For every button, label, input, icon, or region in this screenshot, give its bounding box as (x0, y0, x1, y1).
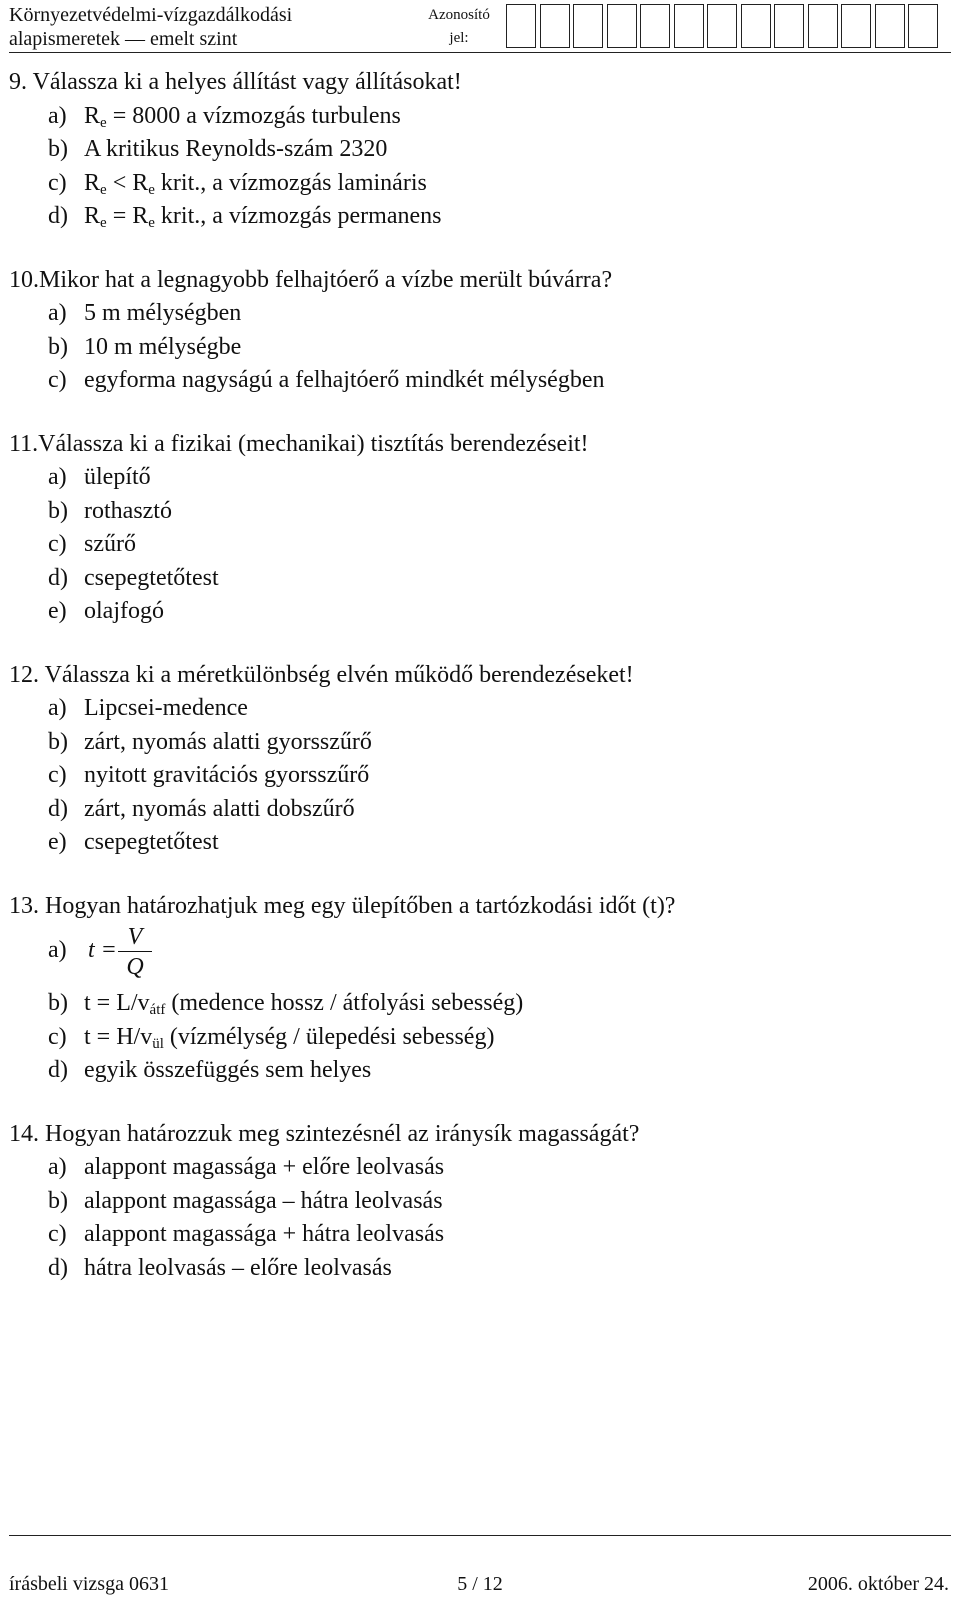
fraction-numerator: V (127, 924, 143, 950)
header-subtitle: alapismeretek — emelt szint (9, 28, 238, 50)
option-c[interactable]: c) $R_e < R_e$ krit., a vízmozgás lamináris (48, 169, 427, 198)
id-box[interactable] (808, 4, 838, 48)
option-d[interactable]: d) csepegtetőtest (48, 564, 219, 591)
id-box[interactable] (540, 4, 570, 48)
id-label (419, 4, 499, 50)
option-b[interactable]: b) 10 m mélységbe (48, 333, 242, 360)
question-title: 14. Hogyan határozzuk meg szintezésnél az iránysík magasságát? (9, 1120, 640, 1147)
option-c[interactable]: c) alappont magassága + hátra leolvasás (48, 1221, 445, 1247)
footer-page-number: 5 / 12 (457, 1573, 503, 1595)
question-11 (9, 428, 949, 629)
id-box[interactable] (841, 4, 871, 48)
id-label-line1: Azonosító (428, 7, 490, 23)
fraction-denominator: Q (126, 954, 144, 980)
question-title: 13. Hogyan határozhatjuk meg egy ülepítőben a tartózkodási időt (t)? (9, 892, 676, 919)
option-b[interactable]: b) A kritikus Reynolds-szám 2320 (48, 136, 388, 162)
exam-questions (9, 66, 949, 1315)
question-14 (9, 1118, 949, 1286)
id-box[interactable] (506, 4, 536, 48)
id-box[interactable] (640, 4, 670, 48)
id-box[interactable] (774, 4, 804, 48)
question-13 (9, 890, 949, 1088)
question-10 (9, 264, 949, 398)
option-c[interactable]: c) szűrő (48, 531, 136, 557)
question-title: 11.Válassza ki a fizikai (mechanikai) tisztítás berendezéseit! (9, 430, 589, 457)
id-box[interactable] (607, 4, 637, 48)
id-box[interactable] (908, 4, 938, 48)
question-title: 9. Válassza ki a helyes állítást vagy állításokat! (9, 69, 462, 95)
header-divider (9, 52, 951, 53)
option-c[interactable]: c) $t = H/v_{ül}$ (vízmélység / ülepedési sebesség) (48, 1023, 495, 1052)
id-box[interactable] (707, 4, 737, 48)
formula-lhs: t = (88, 937, 117, 963)
id-label-line2: jel: (449, 30, 469, 46)
page-footer (9, 1535, 949, 1595)
footer-exam-code: írásbeli vizsga 0631 (9, 1573, 169, 1595)
header-title: Környezetvédelmi-vízgazdálkodási (9, 4, 293, 26)
option-e[interactable]: e) csepegtetőtest (48, 829, 219, 855)
option-d[interactable]: d) egyik összefüggés sem helyes (48, 1057, 372, 1083)
option-b[interactable]: b) rothasztó (48, 497, 172, 524)
id-code-boxes (506, 4, 942, 48)
option-d[interactable]: d) zárt, nyomás alatti dobszűrő (48, 795, 355, 822)
footer-divider (9, 1535, 951, 1536)
option-b[interactable]: b) zárt, nyomás alatti gyorsszűrő (48, 728, 372, 755)
option-a[interactable]: a) Lipcsei-medence (48, 695, 248, 721)
option-c[interactable]: c) nyitott gravitációs gyorsszűrő (48, 762, 370, 788)
id-box[interactable] (573, 4, 603, 48)
option-c[interactable]: c) egyforma nagyságú a felhajtóerő mindkét mélységben (48, 367, 605, 393)
option-a[interactable]: a) ülepítő (48, 464, 151, 490)
option-a[interactable]: a) t = V Q (9, 923, 949, 987)
page-header (9, 0, 959, 52)
option-e[interactable]: e) olajfogó (48, 598, 164, 624)
option-a[interactable]: a) 5 m mélységben (48, 300, 242, 326)
option-b[interactable]: b) alappont magassága – hátra leolvasás (48, 1187, 443, 1214)
option-a[interactable]: a) $R_e = 8000$ a vízmozgás turbulens (48, 102, 401, 131)
question-12 (9, 659, 949, 860)
id-box[interactable] (741, 4, 771, 48)
footer-date: 2006. október 24. (807, 1573, 949, 1595)
option-d[interactable]: d) $R_e = R_e$ krit., a vízmozgás permanens (48, 203, 442, 231)
option-d[interactable]: d) hátra leolvasás – előre leolvasás (48, 1254, 392, 1281)
option-a[interactable]: a) alappont magassága + előre leolvasás (48, 1154, 445, 1180)
option-b[interactable]: b) $t = L/v_{átf}$ (medence hossz / átfolyási sebesség) (48, 990, 524, 1018)
question-title: 10.Mikor hat a legnagyobb felhajtóerő a vízbe merült búvárra? (9, 266, 613, 293)
id-box[interactable] (674, 4, 704, 48)
question-9 (9, 66, 949, 234)
id-box[interactable] (875, 4, 905, 48)
fraction (118, 923, 152, 982)
question-title: 12. Válassza ki a méretkülönbség elvén működő berendezéseket! (9, 661, 634, 688)
